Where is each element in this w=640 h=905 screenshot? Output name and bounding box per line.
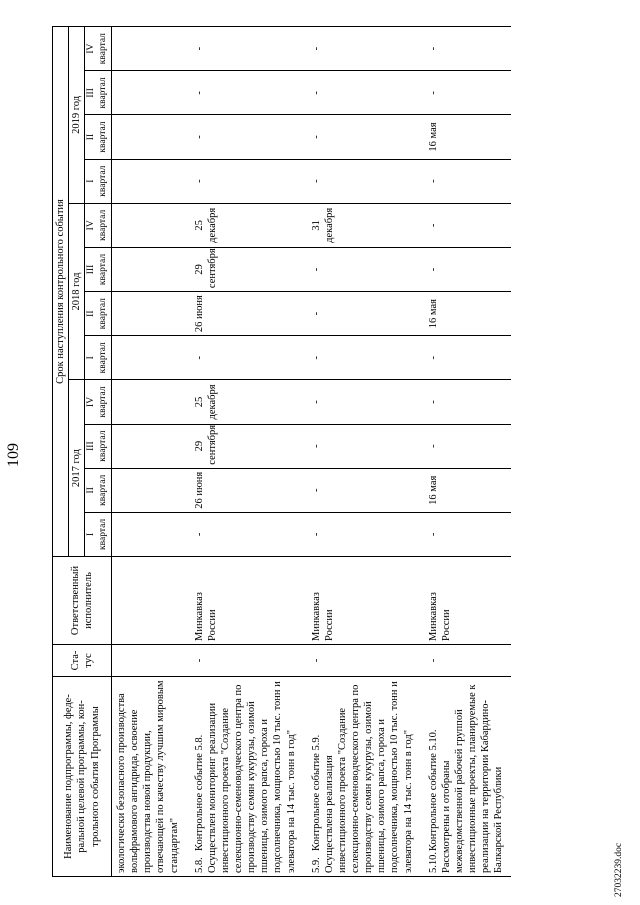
- quarter-number: IV: [86, 220, 97, 231]
- year-header: 2019 год: [69, 26, 85, 203]
- quarter-date-cell: -: [421, 203, 512, 247]
- status-cell: [112, 645, 187, 677]
- quarter-date-cell: -: [187, 26, 304, 70]
- executor-cell: Минкавказ России: [421, 557, 512, 645]
- quarter-date-cell: [112, 292, 187, 336]
- quarter-date-cell: [112, 115, 187, 159]
- quarter-number: IV: [86, 396, 97, 407]
- quarter-date-cell: -: [421, 380, 512, 424]
- quarter-word: квартал: [98, 77, 109, 109]
- event-name: Контрольное событие 5.9. Осуществлена реализация инвестиционного проекта "Создание селекционно-семеноводческого центра по производству семян кукурузы, озимой пшеницы, озимого рапса, гороха и подсолнечника, мощностью 10 тыс. тонн и элеватора на 14 тыс. тонн в год": [310, 681, 414, 873]
- quarter-number: I: [86, 356, 97, 360]
- event-name: Контрольное событие 5.10. Рассмотрены и отобраны межведомственной рабочей группой инвестиционные проекты, планируемые к реализации на территории Кабардино-Балкарской Республики: [427, 684, 505, 873]
- event-name-cell: [112, 677, 187, 877]
- quarter-date-cell: -: [421, 26, 512, 70]
- quarter-date-cell: -: [187, 115, 304, 159]
- quarter-date-cell: 29 сентября: [187, 424, 304, 468]
- header-executor: Ответственный исполнитель: [53, 557, 112, 645]
- quarter-date-cell: [112, 71, 187, 115]
- table-row: [421, 26, 512, 876]
- quarter-date-cell: -: [421, 512, 512, 556]
- quarter-header: [85, 336, 112, 380]
- quarter-word: квартал: [98, 253, 109, 286]
- quarter-header: [85, 424, 112, 468]
- quarter-date-cell: -: [304, 71, 421, 115]
- quarter-header: [85, 292, 112, 336]
- quarter-date-cell: -: [421, 159, 512, 203]
- quarter-date-cell: -: [304, 468, 421, 512]
- quarter-date-cell: -: [304, 380, 421, 424]
- quarter-number: II: [86, 487, 97, 494]
- header-name: Наименование подпрограммы, феде-ральной целевой программы, кон-трольного события Программы: [53, 677, 112, 877]
- quarter-date-cell: [112, 159, 187, 203]
- quarter-date-cell: -: [304, 115, 421, 159]
- quarter-header: [85, 468, 112, 512]
- quarter-date-cell: -: [304, 247, 421, 291]
- quarter-date-cell: [112, 203, 187, 247]
- quarter-date-cell: -: [304, 159, 421, 203]
- quarter-word: квартал: [98, 121, 109, 153]
- status-cell: -: [421, 645, 512, 677]
- quarter-date-cell: 26 июня: [187, 468, 304, 512]
- year-header: 2018 год: [69, 203, 85, 380]
- quarter-number: II: [86, 310, 97, 317]
- table-row: [304, 26, 421, 876]
- quarter-date-cell: -: [304, 424, 421, 468]
- event-number: 5.10.: [427, 852, 439, 873]
- quarter-date-cell: -: [421, 247, 512, 291]
- header-status: Ста-тус: [53, 645, 112, 677]
- quarter-date-cell: 26 июня: [187, 292, 304, 336]
- quarter-date-cell: 31 декабря: [304, 203, 421, 247]
- quarter-date-cell: -: [304, 26, 421, 70]
- quarter-number: I: [86, 532, 97, 537]
- year-header: 2017 год: [69, 380, 85, 557]
- quarter-date-cell: 25 декабря: [187, 380, 304, 424]
- quarter-date-cell: 25 декабря: [187, 203, 304, 247]
- status-cell: -: [187, 645, 304, 677]
- quarter-date-cell: [112, 512, 187, 556]
- quarter-number: I: [86, 179, 97, 183]
- quarter-number: III: [86, 264, 97, 275]
- quarter-date-cell: 16 мая: [421, 292, 512, 336]
- quarter-date-cell: [112, 380, 187, 424]
- quarter-word: квартал: [98, 386, 109, 418]
- status-cell: -: [304, 645, 421, 677]
- quarter-header: [85, 512, 112, 556]
- quarter-date-cell: [112, 424, 187, 468]
- quarter-date-cell: [112, 468, 187, 512]
- quarter-number: III: [86, 441, 97, 451]
- quarter-word: квартал: [98, 342, 109, 374]
- quarter-word: квартал: [98, 298, 109, 330]
- event-number: 5.8.: [193, 857, 205, 873]
- executor-cell: [112, 557, 187, 645]
- quarter-header: [85, 115, 112, 159]
- quarter-date-cell: -: [187, 512, 304, 556]
- quarter-date-cell: -: [187, 71, 304, 115]
- quarter-date-cell: 16 мая: [421, 115, 512, 159]
- quarter-date-cell: 16 мая: [421, 468, 512, 512]
- quarter-number: III: [86, 88, 97, 98]
- event-name: экологически безопасного производства вольфрамового ангидрида, освоение производства новой продукции, отвечающей по качеству лучшим мировым стандартам": [116, 680, 180, 873]
- table-row: [112, 26, 187, 876]
- quarter-header: [85, 159, 112, 203]
- quarter-date-cell: -: [304, 292, 421, 336]
- executor-cell: Минкавказ России: [187, 557, 304, 645]
- quarter-date-cell: -: [187, 159, 304, 203]
- quarter-header: [85, 26, 112, 70]
- header-deadline: Срок наступления контрольного события: [53, 26, 69, 556]
- executor-cell: Минкавказ России: [304, 557, 421, 645]
- quarter-number: IV: [86, 43, 97, 54]
- quarter-number: II: [86, 133, 97, 141]
- quarter-date-cell: -: [187, 336, 304, 380]
- quarter-date-cell: -: [421, 71, 512, 115]
- quarter-date-cell: -: [304, 512, 421, 556]
- quarter-word: квартал: [98, 165, 109, 197]
- quarter-header: [85, 247, 112, 291]
- page-number: 109: [5, 443, 22, 467]
- quarter-date-cell: -: [304, 336, 421, 380]
- event-number: 5.9.: [310, 857, 322, 873]
- quarter-date-cell: -: [421, 336, 512, 380]
- event-name-cell: [304, 677, 421, 877]
- quarter-word: квартал: [98, 430, 109, 462]
- quarter-header: [85, 71, 112, 115]
- quarter-word: квартал: [98, 518, 109, 550]
- event-name-cell: [421, 677, 512, 877]
- quarter-word: квартал: [98, 209, 109, 241]
- document-id: 27032239.doc: [614, 842, 624, 897]
- quarter-word: квартал: [98, 474, 109, 506]
- quarter-date-cell: 29 сентября: [187, 247, 304, 291]
- quarter-date-cell: -: [421, 424, 512, 468]
- quarter-date-cell: [112, 336, 187, 380]
- quarter-header: [85, 203, 112, 247]
- quarter-word: квартал: [98, 33, 109, 65]
- event-name: Контрольное событие 5.8. Осуществлен мониторинг реализации инвестиционного проекта "Создание селекционно-семеноводческого центра по производству семян кукурузы, озимой пшеницы, озимого рапса, гороха и подсолнечника, мощностью 10 тыс. тонн и элеватора на 14 тыс. тонн в год": [193, 681, 297, 873]
- quarter-date-cell: [112, 26, 187, 70]
- event-name-cell: [187, 677, 304, 877]
- table-row: [187, 26, 304, 876]
- control-events-table: [52, 26, 511, 877]
- quarter-date-cell: [112, 247, 187, 291]
- table-body: [112, 26, 512, 876]
- quarter-header: [85, 380, 112, 424]
